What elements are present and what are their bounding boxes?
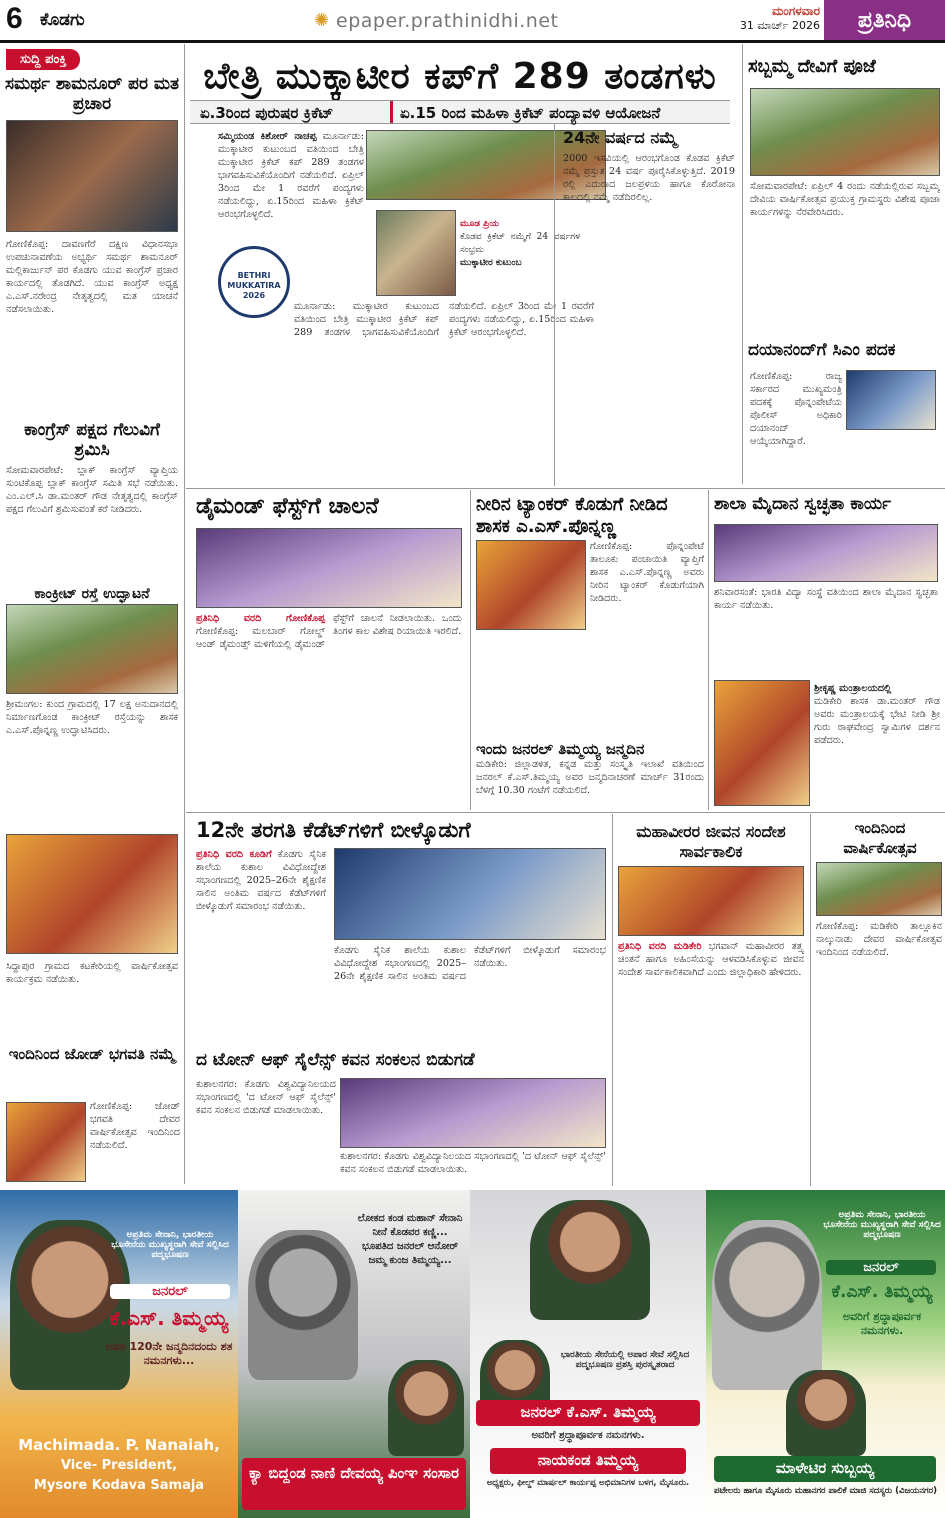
- header-rule: [0, 40, 945, 43]
- tournament-logo: BETHRI MUKKATIRA 2026: [218, 246, 290, 318]
- news-body: ಶನಿವಾರಸಂತೆ: ಭಾರತಿ ವಿದ್ಯಾ ಸಂಸ್ಥೆ ವತಿಯಿಂದ ಶಾಲಾ ಮೈದಾನ ಸ್ವಚ್ಛತಾ ಕಾರ್ಯ ನಡೆಯಿತು.: [714, 587, 938, 611]
- news-photo: [334, 848, 606, 940]
- news-photo: [846, 370, 936, 430]
- divider: [186, 488, 945, 489]
- tribute-ad[interactable]: ಭಾರತೀಯ ಸೇನೆಯಲ್ಲಿ ಅಪಾರ ಸೇವೆ ಸಲ್ಲಿಸಿದ ಪದ್ಮಭೂಷಣ ಪ್ರಶಸ್ತಿ ಪುರಸ್ಕೃತರಾದ ಜನರಲ್ ಕೆ.ಎಸ್. ತಿಮ್ಮಯ್ಯ ಅವರಿಗೆ ಶ್ರದ್ಧಾಪೂರ್ವಕ ನಮನಗಳು. ನಾಯಕಂಡ ತಿಮ್ಮಯ್ಯ ಅಧ್ಯಕ್ಷರು, ಫೀಲ್ಡ್ ಮಾರ್ಷಲ್ ಕಾರ್ಯಪ್ಪ ಅಭಿಮಾನಿಗಳ ಬಳಗ, ಮೈಸೂರು.: [470, 1190, 706, 1518]
- section-name: ಕೊಡಗು: [40, 10, 85, 30]
- news-photo: [340, 1078, 606, 1148]
- news-photo: [750, 88, 940, 176]
- site-logo-icon: ✺: [314, 10, 330, 31]
- news-headline: ದ ಟೋನ್ ಆಫ್ ಸೈಲೆನ್ಸ್ ಕವನ ಸಂಕಲನ ಬಿಡುಗಡೆ: [196, 1050, 475, 1070]
- news-photo: [476, 540, 586, 630]
- news-column-left: [0, 44, 185, 1184]
- divider: [742, 44, 743, 484]
- news-headline: ನೀರಿನ ಟ್ಯಾಂಕರ್ ಕೊಡುಗೆ ನೀಡಿದ ಶಾಸಕ ಎ.ಎಸ್.ಪೊನ್ನಣ್ಣ: [476, 494, 668, 537]
- news-headline: 12ನೇ ತರಗತಿ ಕೆಡೆಟ್‌ಗಳಿಗೆ ಬೀಳ್ಕೊಡುಗೆ: [196, 818, 471, 842]
- tribute-ad[interactable]: ಅಪ್ರತಿಮ ಸೇನಾನಿ, ಭಾರತೀಯ ಭೂಸೇನೆಯ ಮುಖ್ಯಸ್ಥರಾಗಿ ಸೇವೆ ಸಲ್ಲಿಸಿದ ಪದ್ಮಭೂಷಣ ಜನರಲ್ ಕೆ.ಎಸ್. ತಿಮ್ಮಯ್ಯ ಅವರಿಗೆ ಶ್ರದ್ಧಾಪೂರ್ವಕ ನಮನಗಳು. ಮಾಳೇಟಿರ ಸುಬ್ಬಯ್ಯ ಪಟೇಲರು ಹಾಗೂ ಮೈಸೂರು ಮಹಾನಗರ ಪಾಲಿಕೆ ಮಾಜಿ ಸದಸ್ಯರು (ವಿಜಯನಗರ): [706, 1190, 945, 1518]
- lead-subheadline: ಏ.3ರಿಂದ ಪುರುಷರ ಕ್ರಿಕೆಟ್ ಏ.15 ರಿಂದ ಮಹಿಳಾ ಕ್ರಿಕೆಟ್ ಪಂದ್ಯಾವಳಿ ಆಯೋಜನೆ: [190, 100, 730, 124]
- sponsor-portrait: [388, 1360, 464, 1456]
- news-body: ಮಡಿಕೇರಿ: ಜಿಲ್ಲಾಡಳಿತ, ಕನ್ನಡ ಮತ್ತು ಸಂಸ್ಕೃತಿ ಇಲಾಖೆ ವತಿಯಿಂದ ಜನರಲ್ ಕೆ.ಎಸ್.ತಿಮ್ಮಯ್ಯ ಅವರ ಜನ್ಮದಿನಾಚರಣೆ ಮಾರ್ಚ್ 31ರಂದು ಬೆಳಗ್ಗೆ 10.30 ಗಂಟೆಗೆ ನಡೆಯಲಿದೆ.: [476, 759, 704, 796]
- general-portrait: [530, 1200, 650, 1320]
- side-panel-title: 24ನೇ ವರ್ಷದ ನಮ್ಮೆ: [563, 128, 678, 147]
- news-headline: ಇಂದಿನಿಂದ ವಾರ್ಷಿಕೋತ್ಸವ: [843, 819, 917, 857]
- side-panel-body: 2000 ಇಸವಿಯಲ್ಲಿ ಆರಂಭಗೊಂಡ ಕೊಡವ ಕ್ರಿಕೆಟ್ ನಮ್ಮೆ ಪ್ರಸ್ತುತ 24 ವರ್ಷ ಪೂರೈಸಿಕೊಳ್ಳುತ್ತಿದೆ. 2019 ರಲ್ಲಿ ಎದುರಾದ ಜಲಪ್ರಳಯ ಹಾಗೂ ಕೊರೋನಾ ಕಾಲದಲ್ಲಿ ನಮ್ಮೆ ನಡೆದಿರಲಿಲ್ಲ.: [563, 153, 735, 203]
- news-headline: ಡೈಮಂಡ್ ಫೆಸ್ಟ್‌ಗೆ ಚಾಲನೆ: [196, 494, 379, 519]
- news-body: ಸೋಮವಾರಪೇಟೆ: ಏಪ್ರಿಲ್ 4 ರಂದು ನಡೆಯಲ್ಲಿರುವ ಸಬ್ಬಮ್ಮ ದೇವಿಯ ವಾರ್ಷಿಕೋತ್ಸವ ಪ್ರಯುಕ್ತ ಗ್ರಾಮಸ್ಥರು ವಿಶೇಷ ಪೂಜಾ ಕಾರ್ಯಗಳನ್ನು ನೆರವೇರಿಸಿದರು.: [750, 181, 940, 218]
- news-photo: [6, 120, 178, 232]
- news-headline: ಸಮರ್ಥ ಶಾಮನೂರ್ ಪರ ಮತ ಪ್ರಚಾರ: [4, 74, 180, 114]
- page-number: 6: [6, 2, 23, 35]
- lead-body: [218, 130, 364, 244]
- divider: [470, 490, 471, 810]
- news-photo: [714, 680, 810, 806]
- news-photo: [196, 528, 462, 608]
- news-photo: [6, 834, 178, 954]
- news-body: ಗೋಣಿಕೊಪ್ಪ: ದಾವಣಗೆರೆ ದಕ್ಷಿಣ ವಿಧಾನಸಭಾ ಉಪಚುನಾವಣೆಯ ಅಭ್ಯರ್ಥಿ ಸಮರ್ಥ ಶಾಮನೂರ್ ಮಲ್ಲಿಕಾರ್ಜುನ್ ಪರ ಕೊಡಗು ಯುವ ಕಾಂಗ್ರೆಸ್ ಪ್ರಚಾರ ಕಾರ್ಯದಲ್ಲಿ ತೊಡಗಿದೆ. ಯುವ ಕಾಂಗ್ರೆಸ್ ಅಧ್ಯಕ್ಷ ಎ.ಎಸ್.ನರೇಂದ್ರ ನೇತೃತ್ವದಲ್ಲಿ ಮತ ಯಾಚನೆ ನಡೆಸಲಾಯಿತು.: [6, 239, 178, 315]
- news-body: ಗೋಣಿಕೊಪ್ಪ: ರಾಜ್ಯ ಸರ್ಕಾರದ ಮುಖ್ಯಮಂತ್ರಿ ಪದಕಕ್ಕೆ ಪೊನ್ನಂಪೇಟೆಯ ಪೊಲೀಸ್ ಅಧಿಕಾರಿ ದಯಾನಂದ್ ಆಯ್ಕೆಯಾಗಿದ್ದಾರೆ.: [750, 371, 842, 447]
- news-headline: ದಯಾನಂದ್‌ಗೆ ಸಿಎಂ ಪದಕ: [748, 340, 896, 360]
- lead-body-text: ಮೂರ್ನಾಡು: ಮುಕ್ಕಾಟೀರ ಕುಟುಂಬದ ವತಿಯಿಂದ ಬೇತ್ರಿ ಮುಕ್ಕಾಟೀರ ಕ್ರಿಕೆಟ್ ಕಪ್ 289 ತಂಡಗಳ ಭಾಗವಹಿಸುವಿಕೆಯೊಂದಿಗೆ ನಡೆಯಲಿದೆ. ಏಪ್ರಿಲ್ 3ರಿಂದ ಮೇ 1 ರವರೆಗೆ ಪಂದ್ಯಗಳು ನಡೆಯಲಿದ್ದು, ಏ.15ರಿಂದ ಮಹಿಳಾ ಕ್ರಿಕೆಟ್ ಆರಂಭಗೊಳ್ಳಲಿದೆ.: [218, 131, 364, 220]
- tribute-ad[interactable]: ಅಪ್ರತಿಮ ಸೇನಾನಿ, ಭಾರತೀಯ ಭೂಸೇನೆಯ ಮುಖ್ಯಸ್ಥರಾಗಿ ಸೇವೆ ಸಲ್ಲಿಸಿದ ಪದ್ಮಭೂಷಣ ಜನರಲ್ ಕೆ.ಎಸ್. ತಿಮ್ಮಯ್ಯ ಅವರ 120ನೇ ಜನ್ಮದಿನದಂದು ಶತ ನಮನಗಳು... Machimada. P. Nanaiah, Vice- President, Mysore Kodava Samaja: [0, 1190, 238, 1518]
- photo-caption: ಕುಶಾಲನಗರ: ಕೊಡಗು ವಿಶ್ವವಿದ್ಯಾನಿಲಯದ ಸಭಾಂಗಣದಲ್ಲಿ 'ದ ಟೋನ್ ಆಫ್ ಸೈಲೆನ್ಸ್' ಕವನ ಸಂಕಲನ ಬಿಡುಗಡೆ ಮಾಡಲಾಯಿತು.: [340, 1151, 606, 1175]
- news-headline: ಶಾಲಾ ಮೈದಾನ ಸ್ವಚ್ಛತಾ ಕಾರ್ಯ: [714, 494, 891, 514]
- news-photo: [6, 1102, 86, 1182]
- news-body: ಗೋಣಿಕೊಪ್ಪ: ಪೊನ್ನಂಪೇಟೆ ತಾಲೂಕು ಪಂಚಾಯಿತಿ ವ್ಯಾಪ್ತಿಗೆ ಶಾಸಕ ಎ.ಎಸ್.ಪೊನ್ನಣ್ಣ ಅವರು ನೀರಿನ ಟ್ಯಾಂಕರ್ ಕೊಡುಗೆಯಾಗಿ ನೀಡಿದರು.: [590, 541, 704, 604]
- news-headline: ಇಂದು ಜನರಲ್ ತಿಮ್ಮಯ್ಯ ಜನ್ಮದಿನ: [476, 740, 645, 758]
- news-body-continued: ಕೊಡಗು ಸೈನಿಕ ಶಾಲೆಯ ಕುಶಾಲ ವಿವಿಧೋದ್ದೇಶ ಸಭಾಂಗಣದಲ್ಲಿ 2025–26ನೇ ಶೈಕ್ಷಣಿಕ ಸಾಲಿನ ಅಂತಿಮ ವರ್ಷದ ಕೆಡೆಟ್‌ಗಳಿಗೆ ಬೀಳ್ಕೊಡುಗೆ ಸಮಾರಂಭ ನಡೆಯಿತು.: [334, 945, 606, 982]
- photo-caption: ಶ್ರೀಕೃಷ್ಣ ಮಂತ್ರಾಲಯದಲ್ಲಿ ಮಡಿಕೇರಿ ಶಾಸಕ ಡಾ.ಮಂತರ್ ಗೌಡ ಅವರು ಮಂತ್ರಾಲಯಕ್ಕೆ ಭೇಟಿ ನೀಡಿ ಶ್ರೀ ಗುರು ರಾಘವೇಂದ್ರ ಸ್ವಾಮಿಗಳ ದರ್ಶನ ಪಡೆದರು.: [814, 683, 940, 746]
- side-panel: [554, 124, 740, 486]
- news-body: ಗೋಣಿಕೊಪ್ಪ: ಜೋಡ್ ಭಗವತಿ ದೇವರ ವಾರ್ಷಿಕೋತ್ಸವ ಇಂದಿನಿಂದ ನಡೆಯಲಿದೆ.: [90, 1101, 180, 1151]
- section-pill: ಸುದ್ದಿ ಪಂಕ್ತಿ: [6, 48, 80, 70]
- issue-date: [720, 4, 820, 33]
- divider: [186, 812, 945, 813]
- divider: [708, 490, 709, 810]
- news-photo: [714, 524, 938, 582]
- divider: [612, 814, 613, 1186]
- lead-headline: ಬೇತ್ರಿ ಮುಕ್ಕಾಟೀರ ಕಪ್‌ಗೆ 289 ತಂಡಗಳು: [203, 56, 717, 97]
- news-headline: ಇಂದಿನಿಂದ ಜೋಡ್ ಭಗವತಿ ನಮ್ಮೆ: [8, 1045, 176, 1063]
- news-body: ಗೋಣಿಕೊಪ್ಪ: ಮಡಿಕೇರಿ ತಾಲ್ಲೂಕಿನ ನಾಲ್ಕುನಾಡು ದೇವರ ವಾರ್ಷಿಕೋತ್ಸವ ಇಂದಿನಿಂದ ನಡೆಯಲಿದೆ.: [816, 921, 942, 958]
- tribute-ad[interactable]: ಲೋಕದ ಕಂಡ ಮಹಾನ್ ಸೇನಾನಿ ನೀನೆ ಕೊಡವರ ಕಣ್ಣಿ... ಭೂಪತಿದ ಜನರಲ್ ಆನೋರ್ ಜಮ್ಮ ಕುಂಜ ತಿಮ್ಮಯ್ಯ... ಕ್ಯಾ ಬಿದ್ದಂಡ ನಾಣಿ ದೇವಯ್ಯ ಪಿಂಞ ಸಂಸಾರ: [238, 1190, 470, 1518]
- news-body: ಶ್ರೀಮಂಗಲ: ಕುಂದ ಗ್ರಾಮದಲ್ಲಿ 17 ಲಕ್ಷ ಅನುದಾನದಲ್ಲಿ ನಿರ್ಮಾಣಗೊಂಡ ಕಾಂಕ್ರೀಟ್ ರಸ್ತೆಯನ್ನು ಶಾಸಕ ಎ.ಎಸ್.ಪೊನ್ನಣ್ಣ ಉದ್ಘಾಟಿಸಿದರು.: [6, 699, 178, 736]
- news-photo: [6, 604, 178, 694]
- news-headline: ಸಬ್ಬಮ್ಮ ದೇವಿಗೆ ಪೂಜೆ: [748, 56, 876, 77]
- lead-byline: ಸಮ್ಮಿಯಂಡ ಕಿಶೋರ್ ನಾಚಪ್ಪ: [218, 131, 317, 142]
- news-headline: ಕಾಂಕ್ರೀಟ್ ರಸ್ತೆ ಉದ್ಘಾಟನೆ: [34, 586, 150, 602]
- divider: [810, 814, 811, 1186]
- news-body: ಸಿದ್ದಾಪುರ ಗ್ರಾಮದ ಕಟಕೇರಿಯಲ್ಲಿ ವಾರ್ಷಿಕೋತ್ಸವ ಕಾರ್ಯಕ್ರಮ ನಡೆಯಿತು.: [6, 961, 178, 985]
- news-body: ಸೋಮವಾರಪೇಟೆ: ಬ್ಲಾಕ್ ಕಾಂಗ್ರೆಸ್ ವ್ಯಾಪ್ತಿಯ ಸುಂಟಿಕೊಪ್ಪ ಬ್ಲಾಕ್ ಕಾಂಗ್ರೆಸ್ ಸಮಿತಿ ಸಭೆ ನಡೆಯಿತು. ಎಂ.ಎಲ್.ಸಿ ಡಾ.ಮಂತರ್ ಗೌಡ ನೇತೃತ್ವದಲ್ಲಿ ಕಾಂಗ್ರೆಸ್ ಪಕ್ಷದ ಗೆಲುವಿಗೆ ಶ್ರಮಿಸುವಂತೆ ಕರೆ ನೀಡಿದರು.: [6, 465, 178, 515]
- lead-body-continued: ಮೂರ್ನಾಡು: ಮುಕ್ಕಾಟೀರ ಕುಟುಂಬದ ವತಿಯಿಂದ ಬೇತ್ರಿ ಮುಕ್ಕಾಟೀರ ಕ್ರಿಕೆಟ್ ಕಪ್ 289 ತಂಡಗಳ ಭಾಗವಹಿಸುವಿಕೆಯೊಂದಿಗೆ ನಡೆಯಲಿದೆ. ಏಪ್ರಿಲ್ 3ರಿಂದ ಮೇ 1 ರವರೆಗೆ ಪಂದ್ಯಗಳು ನಡೆಯಲಿದ್ದು, ಏ.15ರಿಂದ ಮಹಿಳಾ ಕ್ರಿಕೆಟ್ ಆರಂಭಗೊಳ್ಳಲಿದೆ.: [294, 301, 594, 338]
- news-body: ಕುಶಾಲನಗರ: ಕೊಡಗು ವಿಶ್ವವಿದ್ಯಾನಿಲಯದ ಸಭಾಂಗಣದಲ್ಲಿ 'ದ ಟೋನ್ ಆಫ್ ಸೈಲೆನ್ಸ್' ಕವನ ಸಂಕಲನ ಬಿಡುಗಡೆ ಮಾಡಲಾಯಿತು.: [196, 1079, 336, 1116]
- news-item: [476, 740, 704, 808]
- news-body: ಪ್ರತಿನಿಧಿ ವರದಿ ಕೂಡಿಗೆ ಕೊಡಗು ಸೈನಿಕ ಶಾಲೆಯ ಕುಶಾಲ ವಿವಿಧೋದ್ದೇಶ ಸಭಾಂಗಣದಲ್ಲಿ 2025–26ನೇ ಶೈಕ್ಷಣಿಕ ಸಾಲಿನ ಅಂತಿಮ ವರ್ಷದ ಕೆಡೆಟ್‌ಗಳಿಗೆ ಬೀಳ್ಕೊಡುಗೆ ಸಮಾರಂಭ ನಡೆಯಿತು.: [196, 849, 326, 912]
- person-photo: [376, 210, 456, 296]
- issue-day: ಮಂಗಳವಾರ: [771, 4, 820, 18]
- news-photo: [618, 866, 804, 936]
- masthead[interactable]: ಪ್ರತಿನಿಧಿ: [824, 0, 945, 42]
- news-headline: ಕಾಂಗ್ರೆಸ್ ಪಕ್ಷದ ಗೆಲುವಿಗೆ ಶ್ರಮಿಸಿ: [24, 420, 160, 460]
- site-url[interactable]: epaper.prathinidhi.net: [336, 10, 559, 32]
- news-body: ಪ್ರತಿನಿಧಿ ವರದಿ ಮಡಿಕೇರಿ ಭಗವಾನ್ ಮಹಾವೀರರ ತತ್ತ್ವ ಚಿಂತನೆ ಹಾಗೂ ಅಹಿಂಸೆಯನ್ನು ಆಳವಡಿಸಿಕೊಳ್ಳುವ ಜೀವನ ಸಂದೇಶ ಸಾರ್ವಕಾಲಿಕವಾಗಿದೆ ಎಂದು ಜಿಲ್ಲಾಧಿಕಾರಿ ಹೇಳಿದರು.: [618, 941, 804, 978]
- general-portrait: [248, 1230, 358, 1380]
- news-headline: ಮಹಾವೀರರ ಜೀವನ ಸಂದೇಶ ಸಾರ್ವಕಾಲಿಕ: [636, 822, 786, 861]
- pull-quote: ಮೂಡ ಪ್ರಿಯ ಕೊಡವ ಕ್ರಿಕೆಟ್ ನಮ್ಮೆಗೆ 24 ವರ್ಷಗಳ ಸಂಭ್ರಮ ಮುಕ್ಕಾಟೀರ ಕುಟುಂಬ: [460, 219, 580, 268]
- news-body: ಪ್ರತಿನಿಧಿ ವರದಿ ಗೋಣಿಕೊಪ್ಪ ಗೋಣಿಕೊಪ್ಪ: ಮಲಬಾರ್ ಗೋಲ್ಡ್ ಆಂಡ್ ಡೈಮಂಡ್ಸ್ ಮಳಿಗೆಯಲ್ಲಿ ಡೈಮಂಡ್ ಫೆಸ್ಟ್‌ಗೆ ಚಾಲನೆ ನೀಡಲಾಯಿತು. ಒಂದು ತಿಂಗಳ ಕಾಲ ವಿಶೇಷ ರಿಯಾಯಿತಿ ಇರಲಿದೆ.: [196, 613, 462, 650]
- sponsor-portrait: [786, 1370, 866, 1456]
- issue-date-text: 31 ಮಾರ್ಚ್ 2026: [739, 19, 820, 32]
- news-photo: [816, 862, 942, 916]
- divider: [390, 101, 393, 123]
- general-portrait: [712, 1220, 822, 1390]
